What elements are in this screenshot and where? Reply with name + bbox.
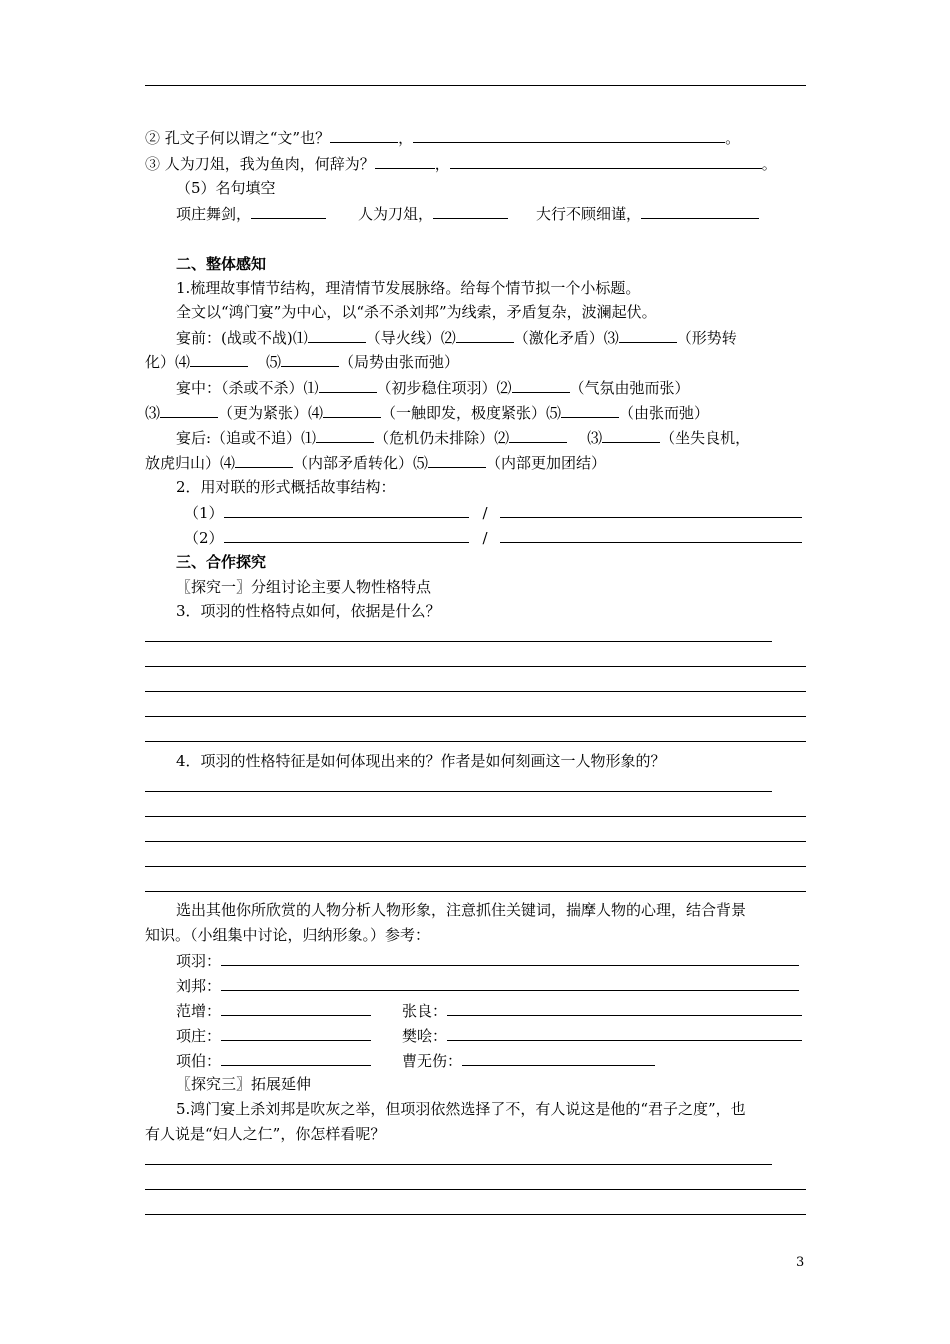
- blank[interactable]: [221, 1025, 371, 1041]
- blank[interactable]: [500, 502, 802, 518]
- plot-during: 宴中：（杀或不杀）⑴ （初步稳住项羽）⑵ （气氛由弛而张）: [176, 379, 690, 397]
- blank[interactable]: [160, 402, 218, 418]
- answer-line[interactable]: [145, 716, 806, 717]
- blank[interactable]: [456, 327, 514, 343]
- answer-line[interactable]: [145, 691, 806, 692]
- answer-line[interactable]: [145, 666, 806, 667]
- answer-line[interactable]: [145, 841, 806, 842]
- answer-line[interactable]: [145, 866, 806, 867]
- blank[interactable]: [428, 452, 486, 468]
- char-xiangyu: 项羽：: [176, 950, 799, 970]
- blank[interactable]: [413, 127, 725, 143]
- blank[interactable]: [224, 527, 469, 543]
- blank[interactable]: [509, 427, 567, 443]
- blank[interactable]: [221, 950, 799, 966]
- blank[interactable]: [433, 203, 508, 219]
- section-2-title: 二、整体感知: [176, 255, 267, 273]
- couplet-title: 2．用对联的形式概括故事结构：: [176, 478, 396, 496]
- blank[interactable]: [323, 402, 381, 418]
- char-zhangliang: 张良：: [402, 1000, 802, 1020]
- blank[interactable]: [462, 1050, 655, 1066]
- answer-line[interactable]: [145, 741, 806, 742]
- question-2: ② 孔文子何以谓之“文”也？ ， 。: [145, 129, 741, 147]
- blank[interactable]: [316, 427, 374, 443]
- blank[interactable]: [447, 1000, 802, 1016]
- blank[interactable]: [221, 1000, 371, 1016]
- question-5-line-1: 5.鸿门宴上杀刘邦是吹灰之举，但项羽依然选择了不，有人说这是他的“君子之度”，也: [176, 1100, 746, 1118]
- select-instructions-1: 选出其他你所欣赏的人物分析人物形象，注意抓住关键词，揣摩人物的心理，结合背景: [176, 901, 747, 919]
- couplet-1: （1） /: [184, 502, 802, 522]
- probe-1: 〖探究一〗分组讨论主要人物性格特点: [176, 578, 432, 596]
- section-3-title: 三、合作探究: [176, 553, 267, 571]
- question-3: ③ 人为刀俎，我为鱼肉，何辞为？ ， 。: [145, 155, 777, 173]
- blank[interactable]: [235, 452, 293, 468]
- char-fanzeng: 范增：: [176, 1000, 371, 1020]
- answer-line[interactable]: [145, 1164, 772, 1165]
- plot-before-cont: 化）⑷ ⑸ （局势由张而弛）: [145, 353, 460, 371]
- page-number: 3: [796, 1255, 805, 1270]
- question-5-line-2: 有人说是“妇人之仁”，你怎样看呢？: [145, 1125, 386, 1143]
- blank[interactable]: [561, 402, 619, 418]
- char-xiangbo: 项伯：: [176, 1050, 371, 1070]
- blank[interactable]: [224, 502, 469, 518]
- blank[interactable]: [221, 975, 799, 991]
- blank[interactable]: [281, 351, 339, 367]
- couplet-2: （2） /: [184, 527, 802, 547]
- section-2-intro-2: 全文以“鸿门宴”为中心，以“杀不杀刘邦”为线索，矛盾复杂，波澜起伏。: [176, 303, 657, 321]
- char-xiangzhuang: 项庄：: [176, 1025, 371, 1045]
- blank[interactable]: [330, 127, 398, 143]
- plot-after-cont: 放虎归山）⑷ （内部矛盾转化）⑸ （内部更加团结）: [145, 454, 607, 472]
- famous-heading: （5）名句填空: [176, 179, 276, 197]
- blank[interactable]: [450, 153, 762, 169]
- section-2-intro-1: 1.梳理故事情节结构，理清情节发展脉络。给每个情节拟一个小标题。: [176, 279, 641, 297]
- blank[interactable]: [447, 1025, 802, 1041]
- blank[interactable]: [641, 203, 759, 219]
- header-rule: [145, 85, 806, 86]
- blank[interactable]: [619, 327, 677, 343]
- plot-after: 宴后:（追或不追）⑴ （危机仍未排除）⑵ ⑶ （坐失良机，: [176, 429, 751, 447]
- blank[interactable]: [602, 427, 660, 443]
- blank[interactable]: [251, 203, 326, 219]
- answer-line[interactable]: [145, 791, 772, 792]
- answer-line[interactable]: [145, 816, 806, 817]
- blank[interactable]: [375, 153, 435, 169]
- select-instructions-2: 知识。（小组集中讨论，归纳形象。）参考：: [145, 926, 431, 944]
- answer-line[interactable]: [145, 1214, 806, 1215]
- blank[interactable]: [190, 351, 248, 367]
- blank[interactable]: [308, 327, 366, 343]
- probe-3: 〖探究三〗拓展延伸: [176, 1075, 312, 1093]
- answer-line[interactable]: [145, 641, 772, 642]
- char-liubang: 刘邦：: [176, 975, 799, 995]
- blank[interactable]: [221, 1050, 371, 1066]
- char-caowushang: 曹无伤：: [402, 1050, 655, 1070]
- blank[interactable]: [512, 377, 570, 393]
- question-3-xiangyu: 3．项羽的性格特点如何，依据是什么？: [176, 602, 441, 620]
- blank[interactable]: [319, 377, 377, 393]
- answer-line[interactable]: [145, 891, 806, 892]
- famous-lines: 项庄舞剑， 人为刀俎， 大行不顾细谨，: [176, 203, 759, 223]
- char-fankuai: 樊哙：: [402, 1025, 802, 1045]
- plot-during-cont: ⑶ （更为紧张）⑷ （一触即发，极度紧张）⑸ （由张而弛）: [145, 404, 710, 422]
- plot-before: 宴前：(战或不战)⑴ （导火线）⑵ （激化矛盾）⑶ （形势转: [176, 329, 737, 347]
- answer-line[interactable]: [145, 1189, 806, 1190]
- question-4: 4．项羽的性格特征是如何体现出来的？作者是如何刻画这一人物形象的？: [176, 752, 666, 770]
- blank[interactable]: [500, 527, 802, 543]
